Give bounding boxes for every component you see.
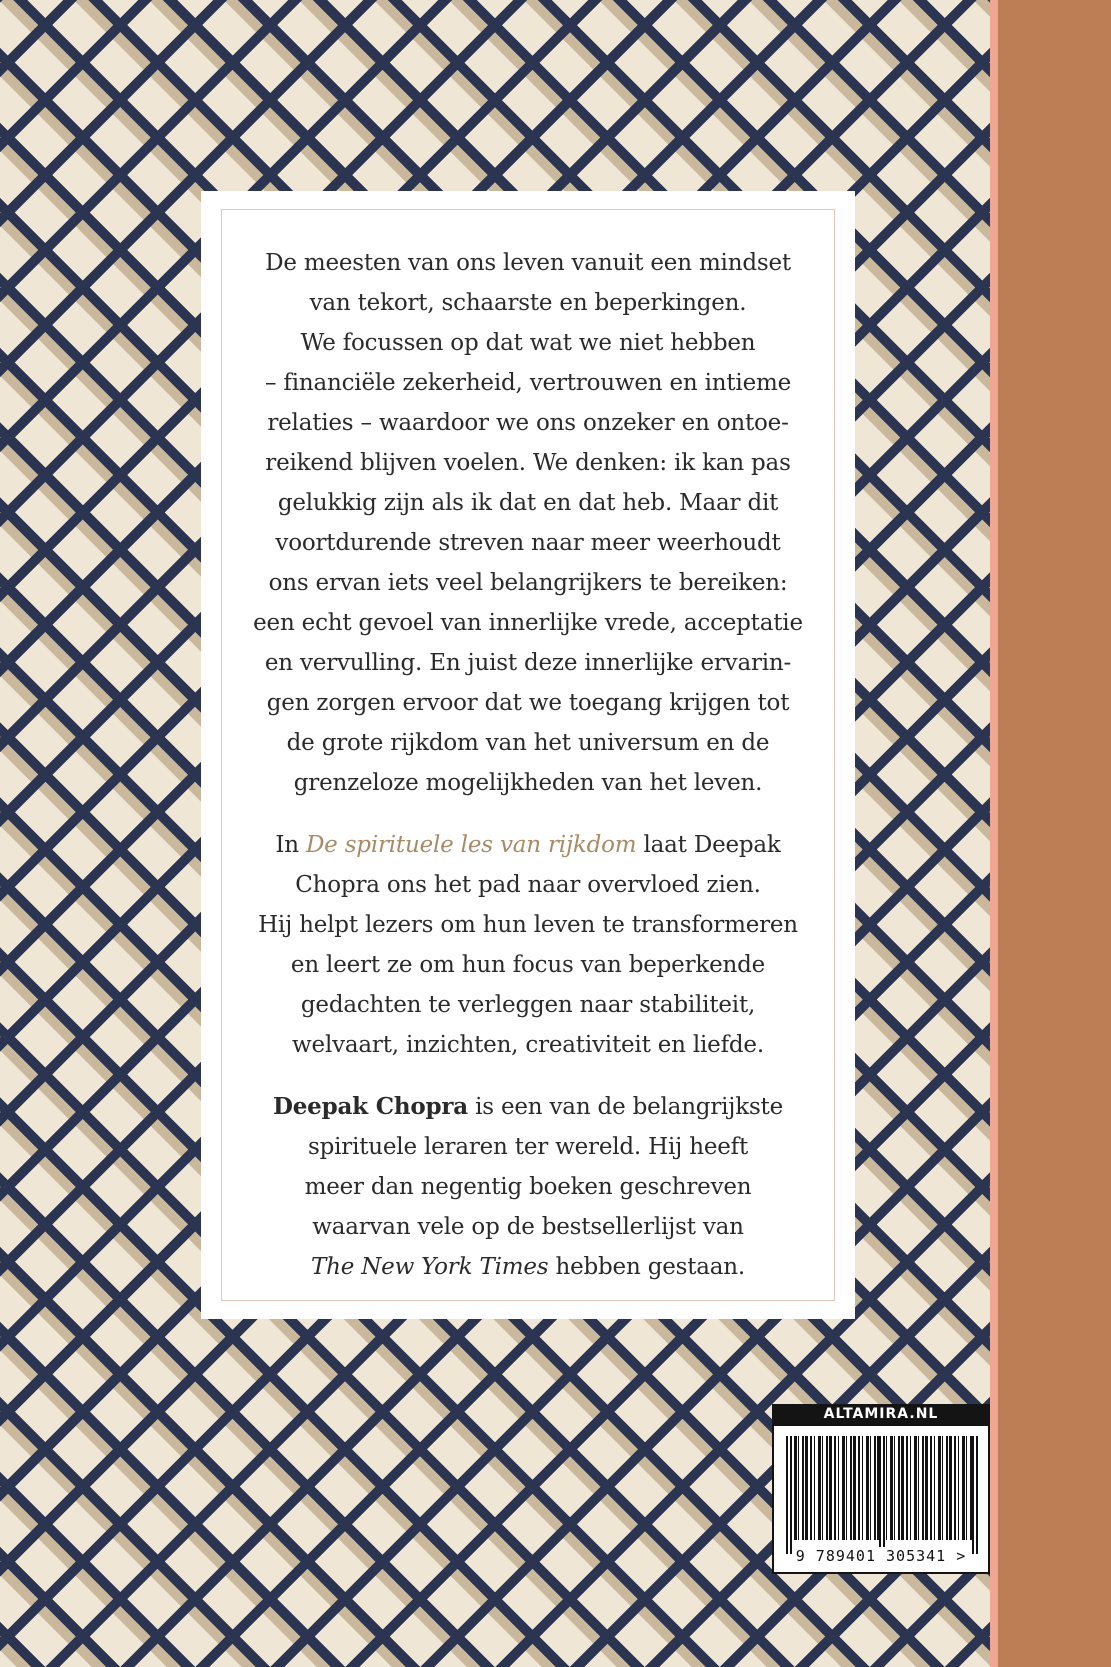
- text-line: de grote rijkdom van het universum en de: [286, 730, 770, 756]
- text-line: meer dan negentig boeken geschreven: [304, 1174, 752, 1200]
- text-line: gen zorgen ervoor dat we toegang krijgen tot: [266, 690, 790, 716]
- blurb-paragraph-3: [241, 1087, 815, 1287]
- blurb-text: [241, 243, 815, 1309]
- text-line: voortdurende streven naar meer weerhoudt: [275, 530, 781, 556]
- barcode-guard-right: [972, 1436, 978, 1554]
- spine-edge-stripe: [990, 0, 998, 1667]
- text-fragment: is een van de belangrijkste: [467, 1094, 784, 1120]
- text-line: Hij helpt lezers om hun leven te transformeren: [258, 912, 798, 938]
- text-fragment: laat Deepak: [636, 832, 781, 858]
- text-line: grenzeloze mogelijkheden van het leven.: [293, 770, 763, 796]
- blurb-panel: [201, 191, 855, 1319]
- blurb-paragraph-2: [241, 825, 815, 1065]
- text-line: en leert ze om hun focus van beperkende: [290, 952, 766, 978]
- isbn-barcode: [772, 1424, 990, 1574]
- text-line: spirituele leraren ter wereld. Hij heeft: [308, 1134, 748, 1160]
- text-line: relaties – waardoor we ons onzeker en ontoe-: [267, 410, 789, 436]
- text-line: en vervulling. En juist deze innerlijke ervarin-: [264, 650, 792, 676]
- text-line: [241, 1087, 815, 1127]
- barcode-guard-left: [786, 1436, 792, 1554]
- text-line: ons ervan iets veel belangrijkers te bereiken:: [268, 570, 788, 596]
- text-line: Chopra ons het pad naar overvloed zien.: [295, 872, 761, 898]
- newspaper-name: The New York Times: [310, 1254, 549, 1280]
- text-line: – financiële zekerheid, vertrouwen en intieme: [265, 370, 791, 396]
- text-line: een echt gevoel van innerlijke vrede, acceptatie: [253, 610, 803, 636]
- text-line: waarvan vele op de bestsellerlijst van: [312, 1214, 744, 1240]
- text-line: welvaart, inzichten, creativiteit en liefde.: [292, 1032, 764, 1058]
- text-line: [241, 1247, 815, 1287]
- text-fragment: hebben gestaan.: [548, 1254, 746, 1280]
- text-line: gelukkig zijn als ik dat en dat heb. Maar dit: [277, 490, 779, 516]
- book-spine: [998, 0, 1111, 1667]
- blurb-paragraph-1: [241, 243, 815, 803]
- text-line: De meesten van ons leven vanuit een mindset: [265, 250, 791, 276]
- book-title: De spirituele les van rijkdom: [305, 832, 637, 858]
- author-name: Deepak Chopra: [272, 1093, 468, 1120]
- text-line: We focussen op dat wat we niet hebben: [300, 330, 756, 356]
- isbn-digits-text: 9 789401 305341 >: [795, 1547, 967, 1565]
- text-line: [241, 825, 815, 865]
- barcode-guard-middle: [879, 1436, 885, 1554]
- text-line: van tekort, schaarste en beperkingen.: [309, 290, 747, 316]
- text-line: reikend blijven voelen. We denken: ik kan pas: [265, 450, 791, 476]
- isbn-number: [774, 1544, 988, 1568]
- publisher-website: ALTAMIRA.NL: [772, 1404, 990, 1424]
- intro-text: In: [275, 832, 306, 858]
- text-line: gedachten te verleggen naar stabiliteit,: [300, 992, 756, 1018]
